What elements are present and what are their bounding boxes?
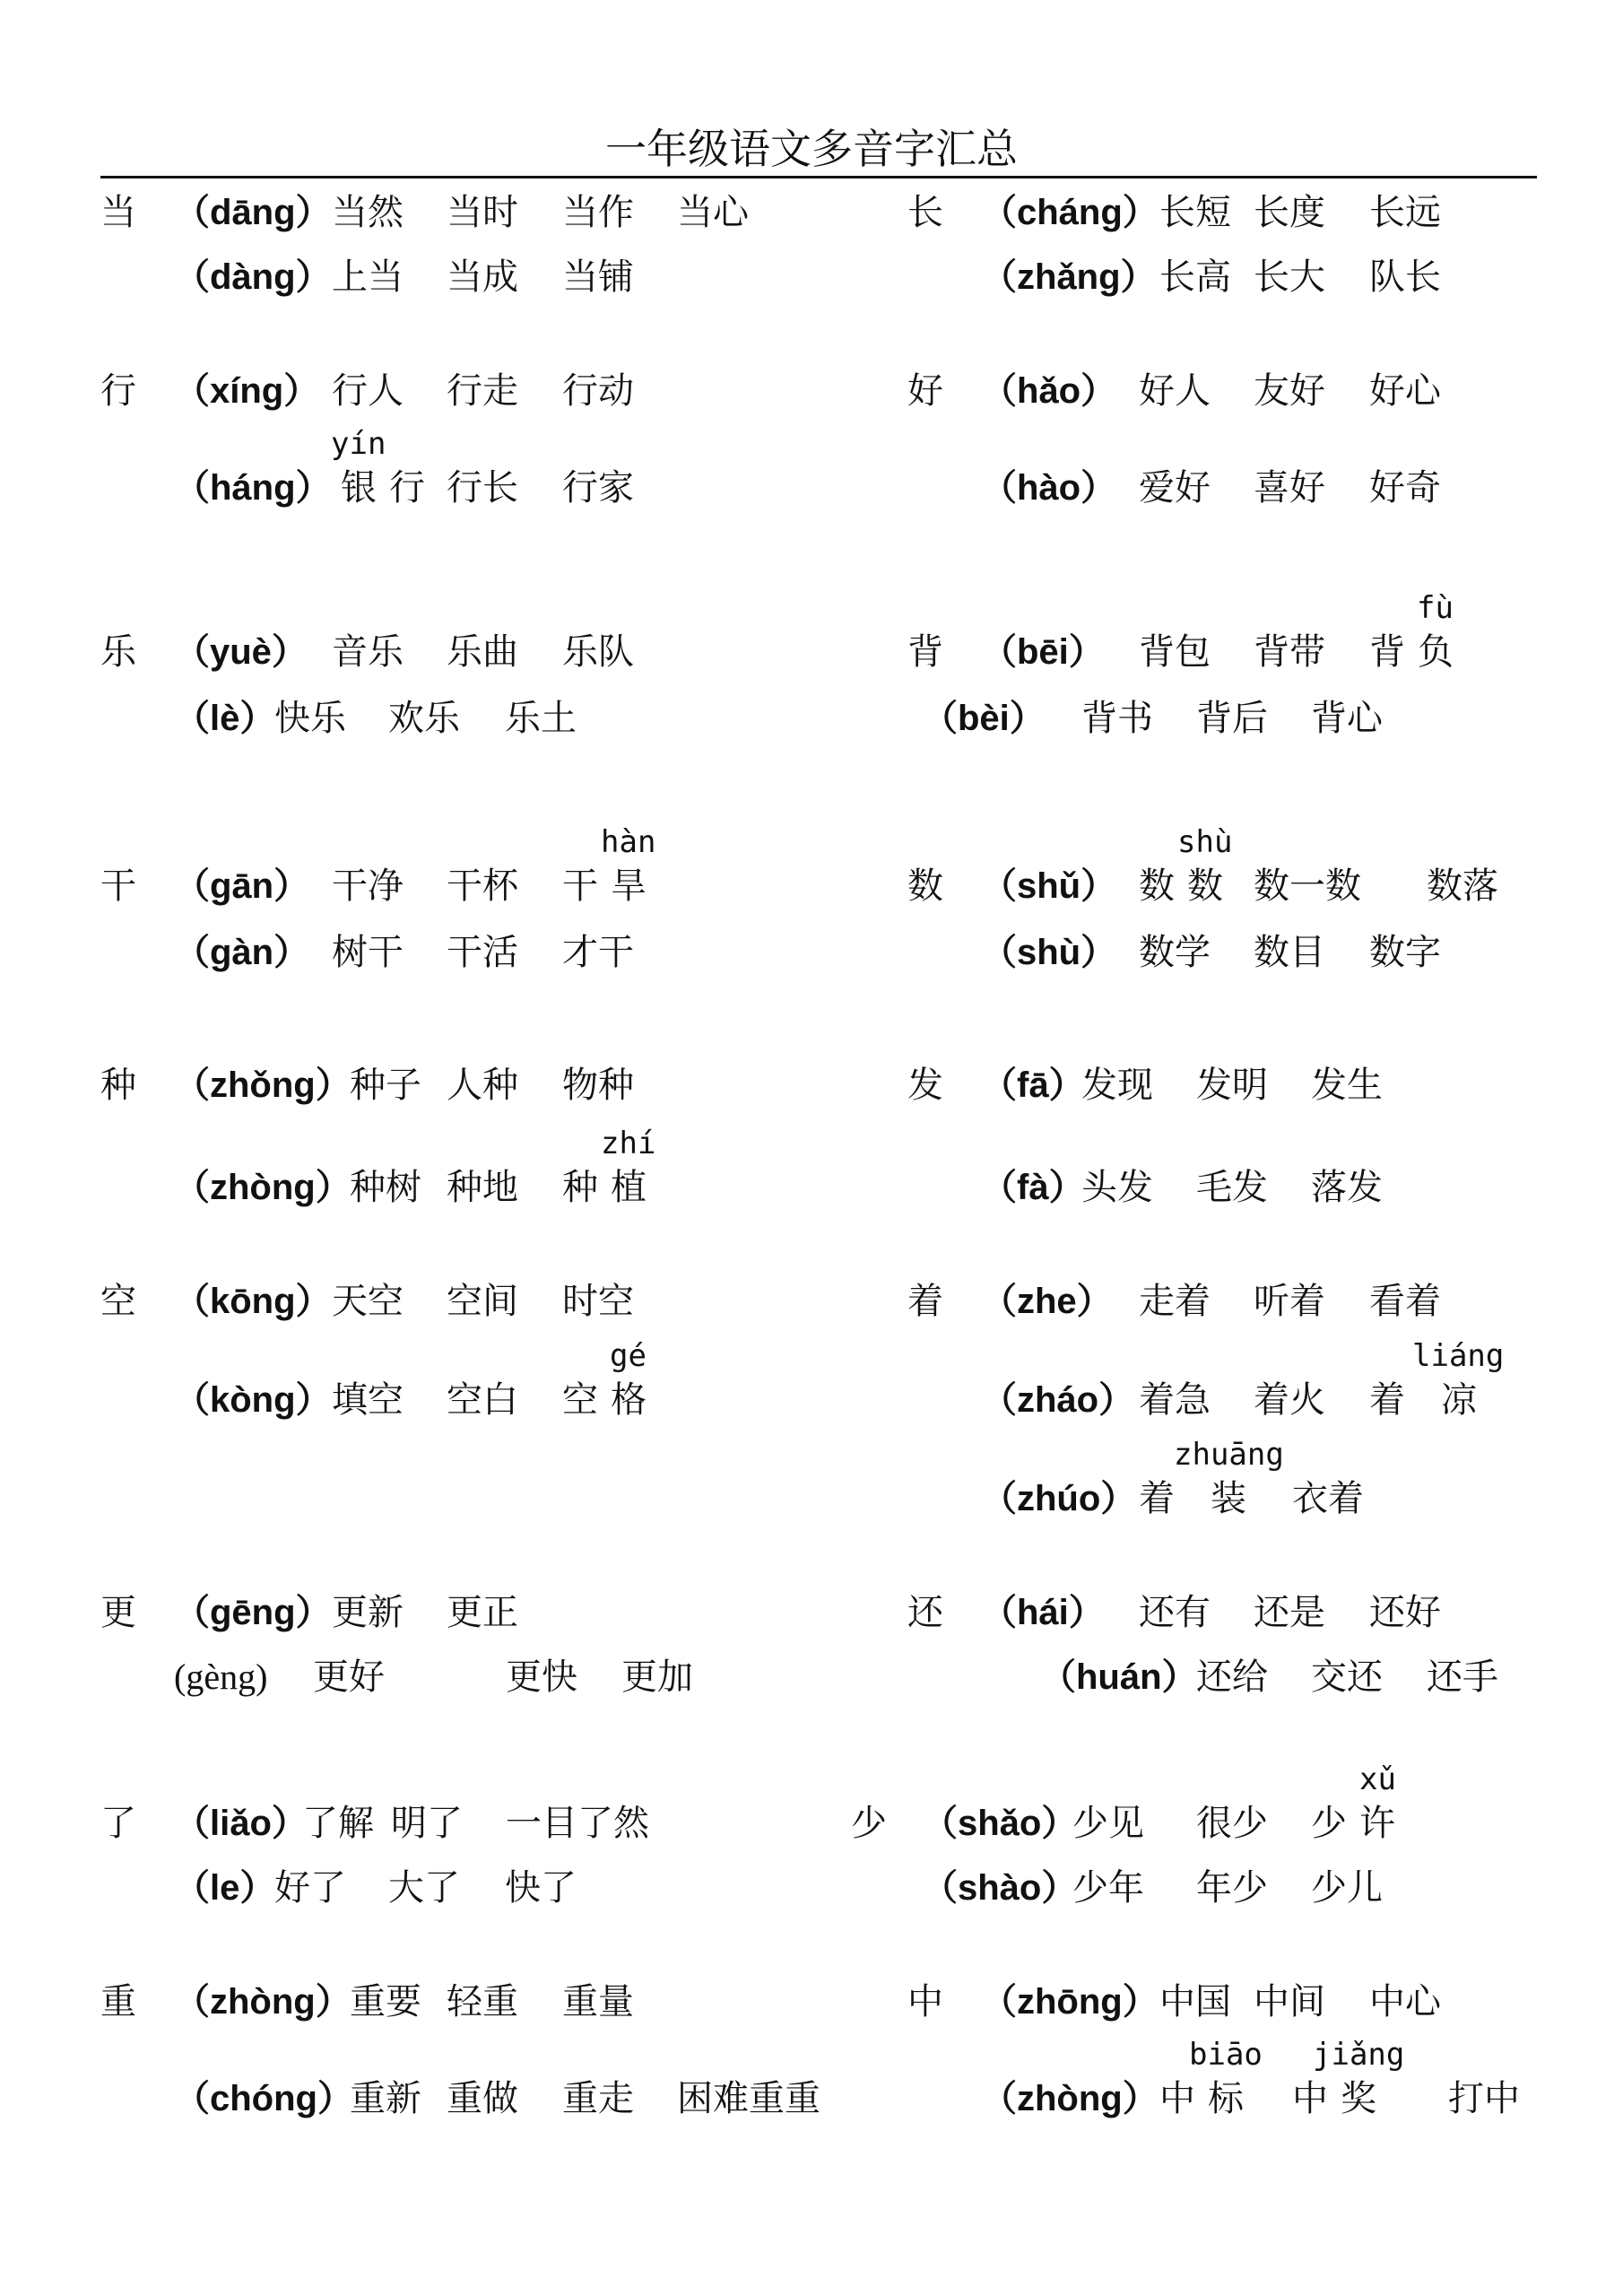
example-word: 一目了然 — [506, 1803, 649, 1844]
example-word: 数落 — [1427, 865, 1498, 907]
example-word: 还给 — [1196, 1657, 1268, 1698]
example-word: 天空 — [332, 1281, 404, 1322]
example-word: 更新 — [332, 1592, 404, 1633]
example-word: 看着 — [1369, 1281, 1441, 1322]
pinyin-reading: （gān） — [174, 866, 310, 906]
example-word: 空白 — [447, 1379, 518, 1421]
polyphone-character: 中 — [907, 1981, 943, 2022]
pinyin-reading: （hái） — [981, 1593, 1105, 1632]
example-word: 行动 — [562, 370, 634, 412]
example-word: 更快 — [506, 1657, 577, 1698]
pinyin-annotation: zhuāng — [1174, 1437, 1284, 1473]
example-word: 空间 — [447, 1281, 518, 1322]
example-word: 背后 — [1196, 698, 1268, 739]
pinyin-annotation: gé — [610, 1338, 647, 1374]
example-word: 行长 — [447, 467, 518, 509]
example-word: 头发 — [1081, 1167, 1153, 1208]
pinyin-reading: （bēi） — [981, 632, 1105, 672]
pinyin-annotation: yín — [331, 426, 386, 462]
pinyin-reading: （dàng） — [174, 257, 332, 297]
example-word: 背心 — [1311, 698, 1383, 739]
annotated-word: 着凉 — [1369, 1379, 1513, 1421]
example-word: 种子 — [350, 1065, 421, 1106]
example-word: 乐队 — [562, 631, 634, 673]
polyphone-character: 干 — [100, 865, 136, 907]
pinyin-reading: （zhōng） — [981, 1982, 1159, 2022]
example-word: 落发 — [1311, 1167, 1383, 1208]
example-word: 重新 — [350, 2078, 421, 2119]
example-word: 背书 — [1081, 698, 1153, 739]
annotated-word: 银行 — [341, 467, 438, 509]
polyphone-character: 空 — [100, 1281, 136, 1322]
pinyin-reading: （shù） — [981, 933, 1117, 972]
example-word: 大了 — [388, 1867, 460, 1909]
example-word: 人种 — [447, 1065, 518, 1106]
example-word: 数学 — [1139, 932, 1211, 973]
pinyin-reading: （huán） — [1040, 1657, 1198, 1697]
example-word: 长远 — [1369, 192, 1441, 233]
example-word: 还手 — [1427, 1657, 1498, 1698]
example-word: 行家 — [562, 467, 634, 509]
example-word: 更加 — [621, 1657, 693, 1698]
example-word: 着火 — [1254, 1379, 1325, 1421]
pinyin-reading: （zhúo） — [981, 1479, 1137, 1518]
example-word: 长度 — [1254, 192, 1325, 233]
example-word: 数字 — [1369, 932, 1441, 973]
example-word: 当成 — [447, 257, 518, 298]
example-word: 重量 — [562, 1981, 634, 2022]
annotated-word: 少许 — [1311, 1803, 1408, 1844]
pinyin-reading: （hǎo） — [981, 371, 1117, 411]
polyphone-character: 乐 — [100, 631, 136, 673]
example-word: 中心 — [1369, 1981, 1441, 2022]
example-word: 喜好 — [1254, 467, 1325, 509]
example-word: 少年 — [1072, 1867, 1144, 1909]
example-word: 当心 — [677, 192, 749, 233]
pinyin-annotation: xǔ — [1359, 1761, 1396, 1797]
example-word: 树干 — [332, 932, 404, 973]
polyphone-character: 着 — [907, 1281, 943, 1322]
example-word: 当铺 — [562, 257, 634, 298]
example-word: 更正 — [447, 1592, 518, 1633]
pinyin-reading: （shào） — [922, 1868, 1078, 1908]
pinyin-reading: （liǎo） — [174, 1804, 308, 1843]
polyphone-character: 少 — [851, 1803, 887, 1844]
example-word: 乐土 — [505, 698, 577, 739]
polyphone-character: 背 — [907, 631, 943, 673]
example-word: 当时 — [447, 192, 518, 233]
pinyin-reading: （chóng） — [174, 2079, 353, 2118]
example-word: 物种 — [562, 1065, 634, 1106]
pinyin-annotation: shù — [1177, 824, 1233, 860]
example-word: 欢乐 — [388, 698, 460, 739]
pinyin-annotation: zhí — [601, 1126, 656, 1161]
example-word: 当然 — [332, 192, 404, 233]
example-word: 毛发 — [1196, 1167, 1268, 1208]
example-word: 友好 — [1254, 370, 1325, 412]
pinyin-reading: （zháo） — [981, 1380, 1135, 1420]
example-word: 时空 — [562, 1281, 634, 1322]
pinyin-reading: （zhòng） — [981, 2079, 1159, 2118]
page-title: 一年级语文多音字汇总 — [605, 125, 1018, 173]
example-word: 当作 — [562, 192, 634, 233]
example-word: 数一数 — [1254, 865, 1361, 907]
pinyin-annotation: jiǎng — [1313, 2037, 1405, 2073]
pinyin-reading: （cháng） — [981, 193, 1159, 232]
example-word: 干杯 — [447, 865, 518, 907]
example-word: 行走 — [447, 370, 518, 412]
example-word: 种地 — [447, 1167, 518, 1208]
pinyin-reading: （fā） — [981, 1065, 1085, 1105]
polyphone-character: 好 — [907, 370, 943, 412]
example-word: 快乐 — [274, 698, 346, 739]
pinyin-reading: （kòng） — [174, 1380, 332, 1420]
example-word: 走着 — [1139, 1281, 1211, 1322]
example-word: 中国 — [1159, 1981, 1231, 2022]
polyphone-character: 重 — [100, 1981, 136, 2022]
example-word: 年少 — [1196, 1867, 1268, 1909]
annotated-word: 数数 — [1139, 865, 1236, 907]
example-word: 交还 — [1311, 1657, 1383, 1698]
annotated-word: 中标 — [1159, 2078, 1256, 2119]
example-word: 重走 — [562, 2078, 634, 2119]
pinyin-reading: （bèi） — [922, 699, 1046, 738]
pinyin-reading: （shǔ） — [981, 866, 1117, 906]
polyphone-character: 当 — [100, 192, 136, 233]
example-word: 发现 — [1081, 1065, 1153, 1106]
example-word: 打中 — [1448, 2078, 1520, 2119]
example-word: 还是 — [1254, 1592, 1325, 1633]
example-word: 填空 — [332, 1379, 404, 1421]
polyphone-character: 还 — [907, 1592, 943, 1633]
pinyin-reading: （fà） — [981, 1168, 1085, 1207]
example-word: 数目 — [1254, 932, 1325, 973]
example-word: 背包 — [1139, 631, 1211, 673]
example-word: 发明 — [1196, 1065, 1268, 1106]
polyphone-character: 行 — [100, 370, 136, 412]
example-word: 很少 — [1196, 1803, 1268, 1844]
annotated-word: 背负 — [1369, 631, 1466, 673]
pinyin-reading: （yuè） — [174, 632, 308, 672]
example-word: 干活 — [447, 932, 518, 973]
example-word: 好了 — [274, 1867, 346, 1909]
example-word: 长短 — [1159, 192, 1231, 233]
example-word: 中间 — [1254, 1981, 1325, 2022]
annotated-word: 干旱 — [562, 865, 659, 907]
annotated-word: 种植 — [562, 1167, 659, 1208]
pinyin-annotation: hàn — [601, 824, 656, 860]
example-word: 行人 — [332, 370, 404, 412]
polyphone-character: 种 — [100, 1065, 136, 1106]
pinyin-annotation: biāo — [1189, 2037, 1263, 2073]
example-word: 了解 — [302, 1803, 374, 1844]
example-word: 才干 — [562, 932, 634, 973]
title-divider — [100, 176, 1537, 178]
pinyin-reading: (gèng) — [174, 1657, 268, 1697]
polyphone-character: 了 — [100, 1803, 136, 1844]
pinyin-reading: （zhòng） — [174, 1168, 352, 1207]
annotated-word: 中奖 — [1292, 2078, 1389, 2119]
pinyin-reading: （shǎo） — [922, 1804, 1078, 1843]
annotated-word: 着装 — [1139, 1478, 1282, 1519]
example-word: 干净 — [332, 865, 404, 907]
pinyin-reading: （zhǒng） — [174, 1065, 352, 1105]
example-word: 少见 — [1072, 1803, 1144, 1844]
example-word: 队长 — [1369, 257, 1441, 298]
pinyin-reading: （xíng） — [174, 371, 320, 411]
pinyin-reading: （zhǎng） — [981, 257, 1157, 297]
example-word: 更好 — [313, 1657, 385, 1698]
pinyin-reading: （zhòng） — [174, 1982, 352, 2022]
polyphone-character: 长 — [907, 192, 943, 233]
example-word: 爱好 — [1139, 467, 1211, 509]
pinyin-reading: （lè） — [174, 699, 276, 738]
example-word: 重做 — [447, 2078, 518, 2119]
pinyin-reading: （zhe） — [981, 1282, 1113, 1321]
example-word: 衣着 — [1292, 1478, 1364, 1519]
pinyin-reading: （gēng） — [174, 1593, 332, 1632]
example-word: 重要 — [350, 1981, 421, 2022]
pinyin-reading: （le） — [174, 1868, 276, 1908]
example-word: 还好 — [1369, 1592, 1441, 1633]
example-word: 少儿 — [1311, 1867, 1383, 1909]
example-word: 上当 — [332, 257, 404, 298]
example-word: 好心 — [1369, 370, 1441, 412]
pinyin-annotation: fù — [1417, 590, 1454, 626]
example-word: 轻重 — [447, 1981, 518, 2022]
example-word: 长大 — [1254, 257, 1325, 298]
pinyin-annotation: liáng — [1412, 1338, 1505, 1374]
example-word: 音乐 — [332, 631, 404, 673]
polyphone-character: 数 — [907, 865, 943, 907]
polyphone-character: 更 — [100, 1592, 136, 1633]
example-word: 困难重重 — [677, 2078, 820, 2119]
example-word: 种树 — [350, 1167, 421, 1208]
example-word: 背带 — [1254, 631, 1325, 673]
polyphone-character: 发 — [907, 1065, 943, 1106]
example-word: 发生 — [1311, 1065, 1383, 1106]
example-word: 好人 — [1139, 370, 1211, 412]
example-word: 还有 — [1139, 1592, 1211, 1633]
example-word: 明了 — [391, 1803, 463, 1844]
pinyin-reading: （dāng） — [174, 193, 332, 232]
pinyin-reading: （gàn） — [174, 933, 310, 972]
pinyin-reading: （hào） — [981, 468, 1117, 508]
example-word: 乐曲 — [447, 631, 518, 673]
example-word: 快了 — [505, 1867, 577, 1909]
annotated-word: 空格 — [562, 1379, 659, 1421]
example-word: 听着 — [1254, 1281, 1325, 1322]
example-word: 长高 — [1159, 257, 1231, 298]
pinyin-reading: （kōng） — [174, 1282, 332, 1321]
example-word: 着急 — [1139, 1379, 1211, 1421]
example-word: 好奇 — [1369, 467, 1441, 509]
pinyin-reading: （háng） — [174, 468, 332, 508]
